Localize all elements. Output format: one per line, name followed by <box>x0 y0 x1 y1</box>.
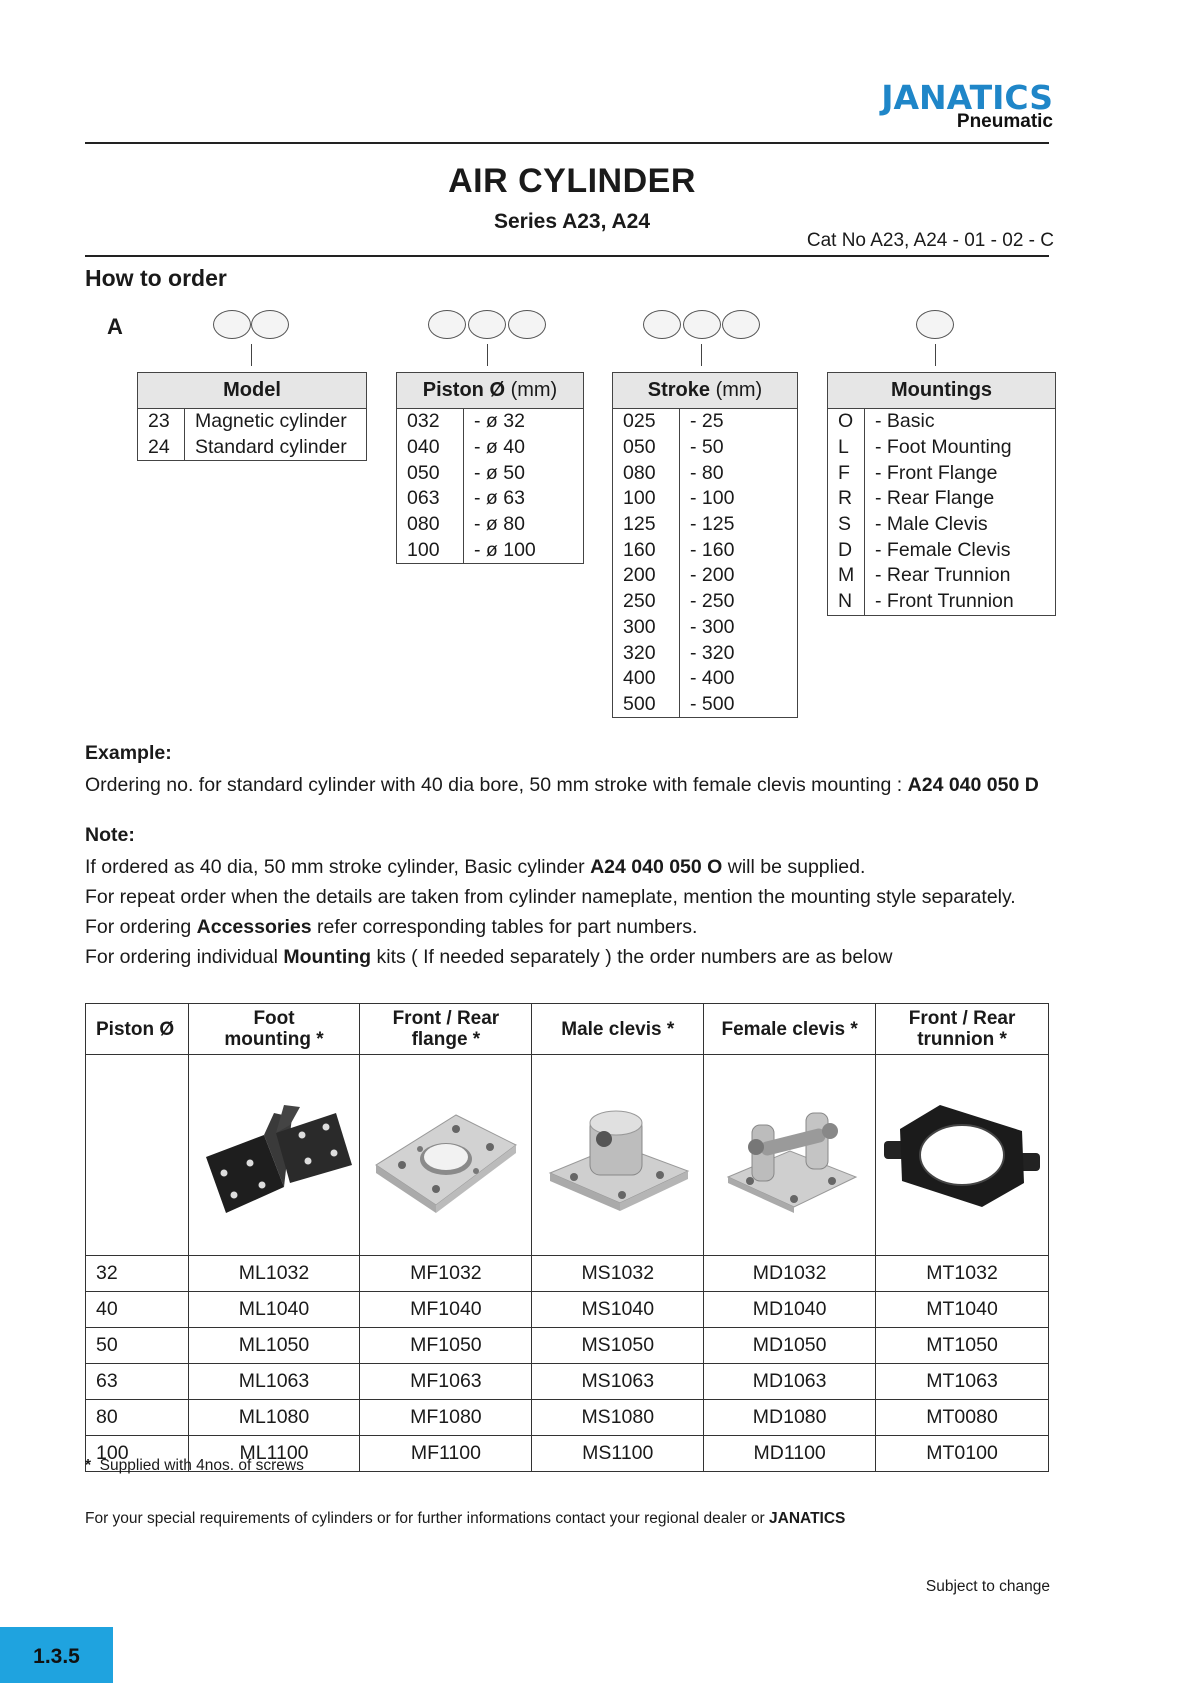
code-oval <box>916 310 954 339</box>
piston-size-cell: 80 <box>86 1400 189 1436</box>
mountings-desc: - Foot Mounting <box>865 435 1056 461</box>
female-clevis-image <box>704 1055 876 1256</box>
model-desc: Magnetic cylinder <box>185 409 367 435</box>
part-number-cell: MD1100 <box>704 1436 876 1472</box>
stroke-desc: - 250 <box>680 589 798 615</box>
stroke-table <box>612 372 798 718</box>
note-heading: Note: <box>85 824 135 846</box>
image-row <box>86 1055 1049 1256</box>
page-title: AIR CYLINDER <box>448 162 696 200</box>
part-number-cell: MF1063 <box>360 1364 532 1400</box>
trunnion-image <box>876 1055 1049 1256</box>
part-number-cell: ML1050 <box>188 1328 360 1364</box>
stroke-row <box>613 512 798 538</box>
flange-icon <box>366 1095 526 1215</box>
kits-column-header <box>86 1004 189 1055</box>
table-row <box>86 1256 1049 1292</box>
piston-size-cell: 40 <box>86 1292 189 1328</box>
mountings-row <box>828 537 1056 563</box>
stroke-row <box>613 537 798 563</box>
code-oval <box>428 310 466 339</box>
stroke-desc: - 300 <box>680 615 798 641</box>
model-row <box>138 409 367 435</box>
flange-image <box>360 1055 532 1256</box>
kits-header-line: Foot <box>253 1008 295 1029</box>
table-row <box>86 1400 1049 1436</box>
piston-table-header: Piston Ø (mm) <box>397 373 584 409</box>
part-number-cell: MD1050 <box>704 1328 876 1364</box>
stroke-row <box>613 666 798 692</box>
stroke-row <box>613 486 798 512</box>
mountings-table-header: Mountings <box>828 373 1056 409</box>
piston-size-cell: 50 <box>86 1328 189 1364</box>
stroke-code: 300 <box>613 615 680 641</box>
stroke-row <box>613 460 798 486</box>
kits-header-line: Front / Rear <box>908 1008 1016 1029</box>
mountings-code: F <box>828 460 865 486</box>
part-number-cell: MT0100 <box>876 1436 1049 1472</box>
footnote: * Supplied with 4nos. of screws <box>85 1457 304 1474</box>
stroke-row <box>613 589 798 615</box>
stroke-code: 500 <box>613 692 680 718</box>
part-number-cell: MD1032 <box>704 1256 876 1292</box>
mountings-code: D <box>828 537 865 563</box>
how-to-order-heading: How to order <box>85 265 227 291</box>
part-number-cell: MS1040 <box>532 1292 704 1328</box>
part-number-cell: MT1050 <box>876 1328 1049 1364</box>
piston-code: 063 <box>397 486 464 512</box>
piston-code: 050 <box>397 460 464 486</box>
stroke-code: 080 <box>613 460 680 486</box>
stroke-code: 125 <box>613 512 680 538</box>
stroke-row <box>613 615 798 641</box>
connector-line <box>701 344 702 366</box>
mounting-kits-table <box>85 1003 1049 1472</box>
stroke-desc: - 25 <box>680 409 798 435</box>
model-table-header: Model <box>138 373 367 409</box>
mountings-row <box>828 435 1056 461</box>
code-oval <box>643 310 681 339</box>
piston-code: 040 <box>397 435 464 461</box>
stroke-desc: - 200 <box>680 563 798 589</box>
mountings-code: L <box>828 435 865 461</box>
mountings-row <box>828 589 1056 615</box>
part-number-cell: MD1040 <box>704 1292 876 1328</box>
note-line: For repeat order when the details are taken from cylinder nameplate, mention the mounting style separately. <box>85 886 1016 908</box>
mountings-row <box>828 409 1056 435</box>
mountings-row <box>828 512 1056 538</box>
mountings-code: M <box>828 563 865 589</box>
mountings-row <box>828 486 1056 512</box>
part-number-cell: MS1050 <box>532 1328 704 1364</box>
brand-subtitle: Pneumatic <box>956 111 1053 132</box>
part-number-cell: MT0080 <box>876 1400 1049 1436</box>
stroke-desc: - 500 <box>680 692 798 718</box>
kits-column-header <box>876 1004 1049 1055</box>
foot-mounting-image <box>188 1055 360 1256</box>
piston-code: 032 <box>397 409 464 435</box>
part-number-cell: MF1100 <box>360 1436 532 1472</box>
piston-code: 100 <box>397 537 464 563</box>
piston-row <box>397 460 584 486</box>
piston-table <box>396 372 584 564</box>
part-number-cell: MD1080 <box>704 1400 876 1436</box>
order-prefix: A <box>107 314 123 339</box>
stroke-row <box>613 409 798 435</box>
kits-column-header <box>704 1004 876 1055</box>
stroke-code: 200 <box>613 563 680 589</box>
part-number-cell: ML1100 <box>188 1436 360 1472</box>
kits-column-header <box>188 1004 360 1055</box>
stroke-desc: - 320 <box>680 640 798 666</box>
part-number-cell: ML1080 <box>188 1400 360 1436</box>
piston-row <box>397 486 584 512</box>
note-line: For ordering individual Mounting kits ( If needed separately ) the order numbers are as below <box>85 946 893 968</box>
piston-row <box>397 512 584 538</box>
model-desc: Standard cylinder <box>185 435 367 461</box>
stroke-code: 400 <box>613 666 680 692</box>
kits-header-line: flange * <box>411 1029 481 1050</box>
stroke-desc: - 80 <box>680 460 798 486</box>
code-oval <box>683 310 721 339</box>
mountings-row <box>828 460 1056 486</box>
code-oval <box>468 310 506 339</box>
part-number-cell: MD1063 <box>704 1364 876 1400</box>
title-rule <box>85 255 1049 257</box>
mountings-code: S <box>828 512 865 538</box>
kits-header-line: Front / Rear <box>392 1008 500 1029</box>
mountings-desc: - Rear Trunnion <box>865 563 1056 589</box>
model-code: 23 <box>138 409 185 435</box>
kits-header-line: mounting * <box>224 1029 324 1050</box>
kits-header-line: trunnion * <box>917 1029 1007 1050</box>
part-number-cell: MT1032 <box>876 1256 1049 1292</box>
piston-desc: - ø 40 <box>464 435 584 461</box>
part-number-cell: MS1080 <box>532 1400 704 1436</box>
code-oval <box>213 310 251 339</box>
series-subtitle: Series A23, A24 <box>493 210 651 233</box>
model-table <box>137 372 367 461</box>
code-oval <box>722 310 760 339</box>
mountings-desc: - Rear Flange <box>865 486 1056 512</box>
page-number: 1.3.5 <box>33 1645 80 1668</box>
mountings-desc: - Female Clevis <box>865 537 1056 563</box>
stroke-code: 050 <box>613 435 680 461</box>
note-line: If ordered as 40 dia, 50 mm stroke cylinder, Basic cylinder A24 040 050 O will be supplied. <box>85 856 866 878</box>
trunnion-icon <box>882 1095 1042 1215</box>
piston-row <box>397 435 584 461</box>
contact-line: For your special requirements of cylinders or for further informations contact your regional dealer or JANATICS <box>85 1510 846 1527</box>
piston-code: 080 <box>397 512 464 538</box>
brand-logo <box>881 78 1053 132</box>
piston-size-cell: 32 <box>86 1256 189 1292</box>
part-number-cell: MS1100 <box>532 1436 704 1472</box>
piston-size-cell: 63 <box>86 1364 189 1400</box>
stroke-code: 025 <box>613 409 680 435</box>
stroke-row <box>613 692 798 718</box>
male-clevis-icon <box>538 1095 698 1215</box>
stroke-code: 160 <box>613 537 680 563</box>
piston-desc: - ø 63 <box>464 486 584 512</box>
kits-header-line: Piston Ø <box>96 1018 175 1040</box>
mountings-desc: - Front Flange <box>865 460 1056 486</box>
brand-name: JANATICS <box>881 78 1053 117</box>
part-number-cell: MT1063 <box>876 1364 1049 1400</box>
example-heading: Example: <box>85 742 172 764</box>
kits-header-line: Female clevis * <box>721 1018 858 1040</box>
foot-mounting-icon <box>194 1095 354 1215</box>
kits-column-header <box>360 1004 532 1055</box>
mountings-row <box>828 563 1056 589</box>
code-oval <box>251 310 289 339</box>
subject-to-change: Subject to change <box>925 1578 1050 1595</box>
model-row <box>138 435 367 461</box>
connector-line <box>251 344 252 366</box>
piston-row <box>397 409 584 435</box>
code-oval <box>508 310 546 339</box>
mountings-desc: - Male Clevis <box>865 512 1056 538</box>
note-line: For ordering Accessories refer corresponding tables for part numbers. <box>85 916 698 938</box>
stroke-desc: - 160 <box>680 537 798 563</box>
part-number-cell: MF1032 <box>360 1256 532 1292</box>
model-code: 24 <box>138 435 185 461</box>
mountings-code: O <box>828 409 865 435</box>
connector-line <box>487 344 488 366</box>
table-row <box>86 1292 1049 1328</box>
male-clevis-image <box>532 1055 704 1256</box>
mountings-table <box>827 372 1056 616</box>
kits-column-header <box>532 1004 704 1055</box>
stroke-row <box>613 640 798 666</box>
stroke-code: 100 <box>613 486 680 512</box>
part-number-cell: ML1040 <box>188 1292 360 1328</box>
table-row <box>86 1364 1049 1400</box>
part-number-cell: MF1050 <box>360 1328 532 1364</box>
part-number-cell: MT1040 <box>876 1292 1049 1328</box>
stroke-code: 250 <box>613 589 680 615</box>
stroke-table-header: Stroke (mm) <box>613 373 798 409</box>
female-clevis-icon <box>710 1095 870 1215</box>
mountings-code: N <box>828 589 865 615</box>
connector-line <box>935 344 936 366</box>
mountings-desc: - Basic <box>865 409 1056 435</box>
stroke-desc: - 50 <box>680 435 798 461</box>
stroke-desc: - 100 <box>680 486 798 512</box>
part-number-cell: ML1032 <box>188 1256 360 1292</box>
part-number-cell: MF1040 <box>360 1292 532 1328</box>
piston-desc: - ø 80 <box>464 512 584 538</box>
stroke-row <box>613 563 798 589</box>
piston-desc: - ø 32 <box>464 409 584 435</box>
part-number-cell: MS1063 <box>532 1364 704 1400</box>
stroke-desc: - 400 <box>680 666 798 692</box>
stroke-row <box>613 435 798 461</box>
piston-size-cell: 100 <box>86 1436 189 1472</box>
mountings-desc: - Front Trunnion <box>865 589 1056 615</box>
part-number-cell: MS1032 <box>532 1256 704 1292</box>
example-text: Ordering no. for standard cylinder with 40 dia bore, 50 mm stroke with female clevis mounting : A24 040 050 D <box>85 774 1039 796</box>
mountings-code: R <box>828 486 865 512</box>
piston-row <box>397 537 584 563</box>
catalog-number: Cat No A23, A24 - 01 - 02 - C <box>806 230 1054 251</box>
stroke-code: 320 <box>613 640 680 666</box>
piston-desc: - ø 50 <box>464 460 584 486</box>
part-number-cell: MF1080 <box>360 1400 532 1436</box>
kits-header-line: Male clevis * <box>561 1018 675 1040</box>
table-row <box>86 1328 1049 1364</box>
stroke-desc: - 125 <box>680 512 798 538</box>
header-rule <box>85 142 1049 144</box>
part-number-cell: ML1063 <box>188 1364 360 1400</box>
piston-desc: - ø 100 <box>464 537 584 563</box>
empty-cell <box>86 1055 189 1256</box>
